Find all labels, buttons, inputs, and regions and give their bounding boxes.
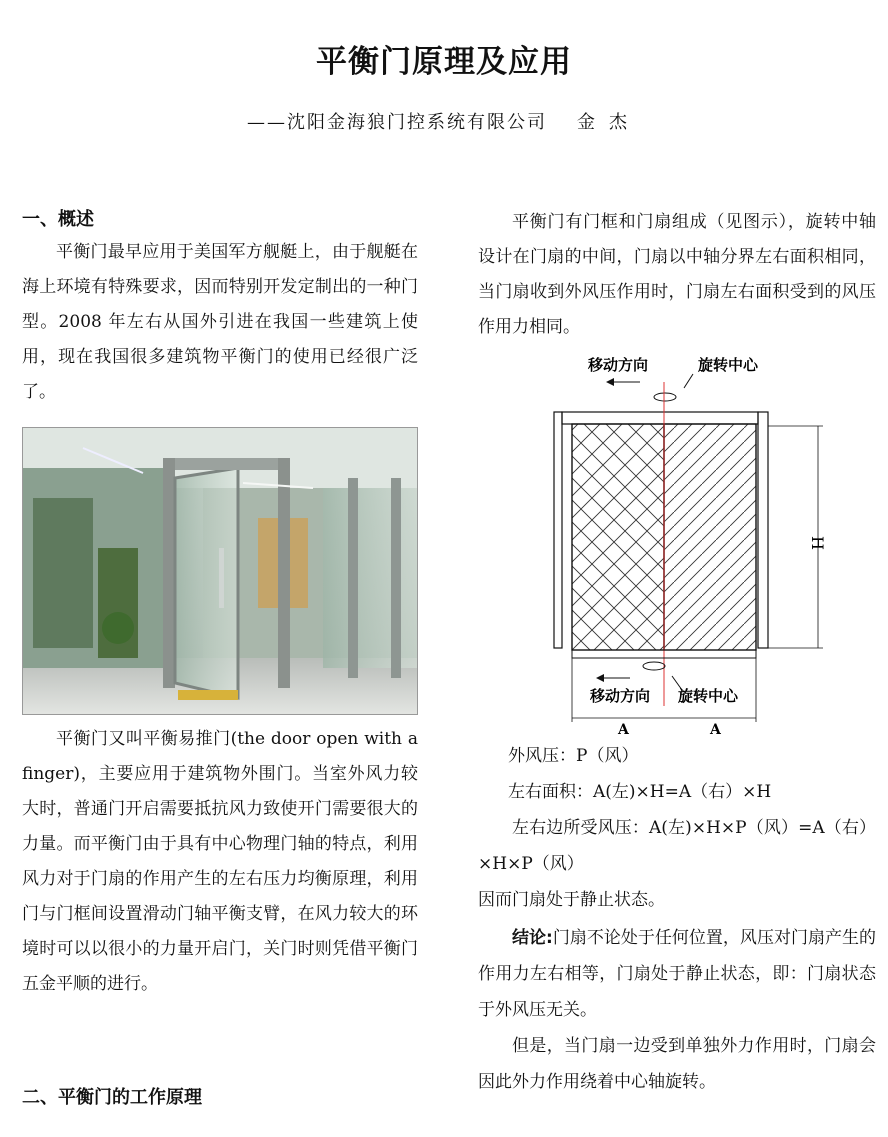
- top-center-label: 旋转中心: [698, 356, 759, 374]
- conclusion-label: 结论:: [512, 928, 553, 948]
- door-photo: [22, 427, 418, 715]
- bottom-rotation-icon: [643, 662, 665, 670]
- left-width-label: A: [618, 722, 629, 736]
- bottom-move-label: 移动方向: [590, 687, 651, 705]
- top-rotation-icon: [654, 393, 676, 401]
- conclusion-paragraph: [478, 920, 876, 1028]
- height-label: H: [808, 536, 827, 550]
- subtitle: [0, 108, 888, 134]
- section-heading-overview: 一、概述: [22, 209, 94, 230]
- right-width-label: A: [710, 722, 721, 736]
- top-move-label: 移动方向: [588, 356, 649, 374]
- paragraph-structure: 平衡门有门框和门扇组成（见图示），旋转中轴设计在门扇的中间，门扇以中轴分界左右面积相同，当门扇收到外风压作用时，门扇左右面积受到的风压作用力相同。: [478, 212, 876, 337]
- conclusion-block: [478, 920, 876, 1100]
- door-diagram-svg: [548, 344, 838, 736]
- formula-force: 左右边所受风压：A(左)×H×P（风）=A（右）×H×P（风）: [478, 818, 876, 874]
- bottom-center-label: 旋转中心: [678, 687, 739, 705]
- formula-area: 左右面积：A(左)×H=A（右）×H: [508, 782, 772, 802]
- door-photo-image: [23, 428, 418, 715]
- right-column: [478, 205, 876, 345]
- left-column: [22, 205, 418, 410]
- door-diagram: [548, 344, 838, 736]
- page-title: 平衡门原理及应用: [316, 44, 572, 80]
- formula-block: [478, 738, 876, 918]
- formula-wind-pressure: 外风压：P（风）: [508, 746, 639, 766]
- left-panel-hatch: [572, 424, 664, 650]
- author: 金杰: [577, 112, 641, 133]
- company: ——沈阳金海狼门控系统有限公司: [247, 112, 547, 133]
- paragraph-overview: 平衡门最早应用于美国军方舰艇上，由于舰艇在海上环境有特殊要求，因而特别开发定制出的一种门型。2008 年左右从国外引进在我国一些建筑上使用，现在我国很多建筑物平衡门的使用已经很广泛了。: [22, 242, 418, 402]
- conclusion-text: 门扇不论处于任何位置，风压对门扇产生的作用力左右相等，门扇处于静止状态，即：门扇状态于外风压无关。: [478, 928, 876, 1020]
- paragraph-balance-door: 平衡门又叫平衡易推门(the door open with a finger)，主要应用于建筑物外围门。当室外风力较大时，普通门开启需要抵抗风力致使开门需要很大的力量。而平衡门由于具有中心物理门轴的特点，利用风力对于门扇的作用产生的左右压力均衡原理，利用门与门框间设置滑动门轴平衡支臂，在风力较大的环境时可以以很小的力量开启门，关门时则凭借平衡门五金平顺的进行。: [22, 729, 418, 994]
- paragraph-external-force: 但是，当门扇一边受到单独外力作用时，门扇会因此外力作用绕着中心轴旋转。: [478, 1036, 876, 1092]
- formula-static: 因而门扇处于静止状态。: [478, 890, 665, 910]
- right-panel-hatch: [664, 424, 756, 650]
- left-column-lower: [22, 722, 418, 1002]
- section-heading-principle: 二、平衡门的工作原理: [22, 1087, 202, 1108]
